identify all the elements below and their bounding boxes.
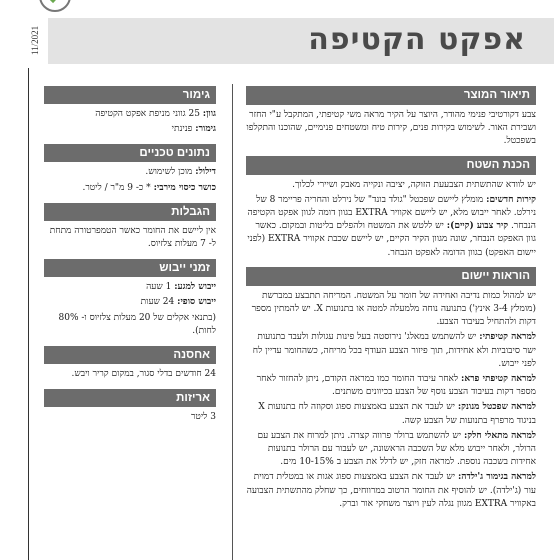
page-title: אפקט הקטיפה (308, 22, 526, 57)
section-heading-drying: זמני ייבוש (44, 259, 216, 277)
application-spatula-text: יש לעבד את הצבע באמצעות ספוג וסקוזה לח בתנועות X בניגוד מרפרף בתנועות של הצבע קשה. (258, 402, 536, 426)
surface-painted-wall-text: יש ללטש את המשטח ולהפלים בליטות ובמקום. כאשר גוון האפקט הנבחר, שונה מגוון הקיר הקיים, יש ליישם שכבת אקוויר EXTRA (לפני יישום האפקט) בגוון הדומה לאפקט הנבחר. (247, 221, 536, 258)
section-heading-surface: הכנת השטח (246, 156, 536, 175)
section-heading-packaging: אריזות (44, 389, 216, 407)
application-wild-velvet (246, 373, 536, 399)
application-metallic-text: יש להשתמש ברולר פרווה קצרה. ניתן למרוח את הצבע עם הרולר, ולאחר ייבוש מלא של השכבה הראשונה, יש לעבור עם הרולר בתנועות אחידות בשכבה נוספת. למראה חזק, יש לדלל את הצבע ב 10-15% מים. (257, 430, 536, 468)
section-heading-application: הוראות יישום (246, 267, 536, 286)
finish-gloss (44, 123, 216, 136)
technical-thinner-label: דילול: (195, 167, 216, 178)
drying-final (44, 296, 216, 309)
drying-note: (בתנאי אקלים של 20 מעלות צלזיוס ו- 80% לחות). (58, 312, 216, 336)
section-heading-finish: גימור (44, 86, 216, 104)
application-spatula (246, 401, 536, 427)
finish-shade-label: גוון: (202, 109, 216, 119)
margin-rule (28, 68, 29, 560)
limits-text: אין ליישם את החומר כאשר הטמפרטורה מתחת ל- 7 מעלות צלזיוס. (49, 225, 216, 250)
finish-gloss-value: פנינתי (171, 124, 193, 135)
right-column (246, 86, 536, 513)
title-bar (48, 18, 554, 64)
drying-final-label: ייבוש סופי: (177, 297, 216, 308)
drying-touch (44, 281, 216, 294)
section-heading-technical: נתונים טכניים (44, 144, 216, 162)
section-heading-storage: אחסנה (44, 346, 216, 364)
technical-coverage-label: כושר כיסוי מירבי: (153, 182, 216, 193)
section-heading-limits: הגבלות (44, 203, 216, 221)
packaging-text: 3 ליטר (190, 412, 216, 423)
surface-painted-wall-label: קיר צבוע (קיים): (446, 221, 509, 232)
finish-shade (44, 108, 216, 121)
application-text-1: יש למהול כמות נדיבה ואחידה של חומר על המשטח. המריחה תתבצע במברשת (מומלץ 3-4 אינץ') בתנועה נוחה מלמעלה למטה או בתנועות X. יש להמתין מספר דקות ולהתחיל בעיבוד הצבע. (251, 290, 536, 328)
application-gilda-label: למראה בגימור ג'ילדה: (457, 472, 536, 483)
application-gilda-text: יש לעבד את הצבע באמצעות ספוג אגות או במטלית דמוית עור (ג'ילדה). יש להוסיף את החומר הרטוב במרווחים, כך שחלק מהתשתית הצבועה באקוויר EXTRA מגוון נגלה לעין ויוצר משחקי אור וברק. (246, 472, 536, 509)
application-wild-velvet-text: לאחר עיבוד החומר כמו במראה הקודם, ניתן להחזור לאחר מספר דקות בעיבוד הצבע נוסף של הצבע בכיוונים משתנים. (256, 374, 536, 398)
issue-date: 11/2021 (30, 25, 40, 55)
left-column (44, 86, 216, 426)
technical-coverage (44, 182, 216, 195)
application-spatula-label: למראה שפכטל מנונק: (457, 402, 536, 413)
finish-shade-value: 25 גווני מניפת אפקט הקטיפה (95, 109, 200, 119)
application-velvet-text: יש להשתמש במאלג' נירוסטה בעל פינות עגולות ולעבד בתנועות ישר סיבוביות ולא אחידות, תוך פיזור הצבע העודף בכל מריחה, כשהחומר עדיין לח לפני ייבוש. (252, 332, 536, 369)
check-logo-icon (38, 0, 72, 14)
application-wild-velvet-label: למראה קטיפתי פרא: (461, 374, 536, 385)
drying-touch-label: ייבוש למגע: (174, 282, 216, 293)
finish-gloss-label: גימור: (195, 124, 216, 135)
drying-touch-value: 1 שעה (146, 282, 172, 293)
technical-thinner (44, 166, 216, 179)
section-heading-description: תיאור המוצר (246, 86, 536, 105)
description-text: צבע דקורטיבי פנימי מהודר, היוצר על הקיר מראה משי קטיפתי, המתקבל ע"י החזר ושבירת האור. לשימוש בקירות פנים, קירות טיח ומשטחים פנימיים, שהוכנו והתקלפו בשפכטל. (246, 110, 536, 147)
surface-new-walls-label: קירות חדשים: (486, 194, 536, 205)
storage-text: 24 חודשים בדלי סגור, במקום קריר ויבש. (71, 369, 216, 380)
technical-coverage-value: * כ- 9 מ"ר / ליטר. (82, 182, 151, 193)
application-gilda (246, 471, 536, 511)
surface-text-1: יש לוודא שהתשתית הצבעעת הזוקה, יציבה ונקייה מאבק ושיירי לכלוך. (292, 179, 536, 190)
application-velvet-label: למראה קטיפתי: (479, 332, 536, 343)
column-divider (232, 84, 233, 560)
surface-new-walls (246, 194, 536, 260)
application-velvet (246, 331, 536, 371)
surface-new-walls-text: מומלץ ליישם שפכטל "גולד בונד" של נירלט והחריה פריימר 8 של נירלט. לאחר ייבוש מלא, יש ליישם אקוויר EXTRA בגוון דומה לגוון אפקט הקטיפה הנבחר. (247, 194, 536, 232)
technical-thinner-value: מוכן לשימוש. (145, 167, 193, 178)
application-metallic (246, 430, 536, 470)
drying-final-value: 24 שעות (140, 297, 175, 308)
application-metallic-label: למראה מתאלי חלק: (463, 430, 536, 441)
